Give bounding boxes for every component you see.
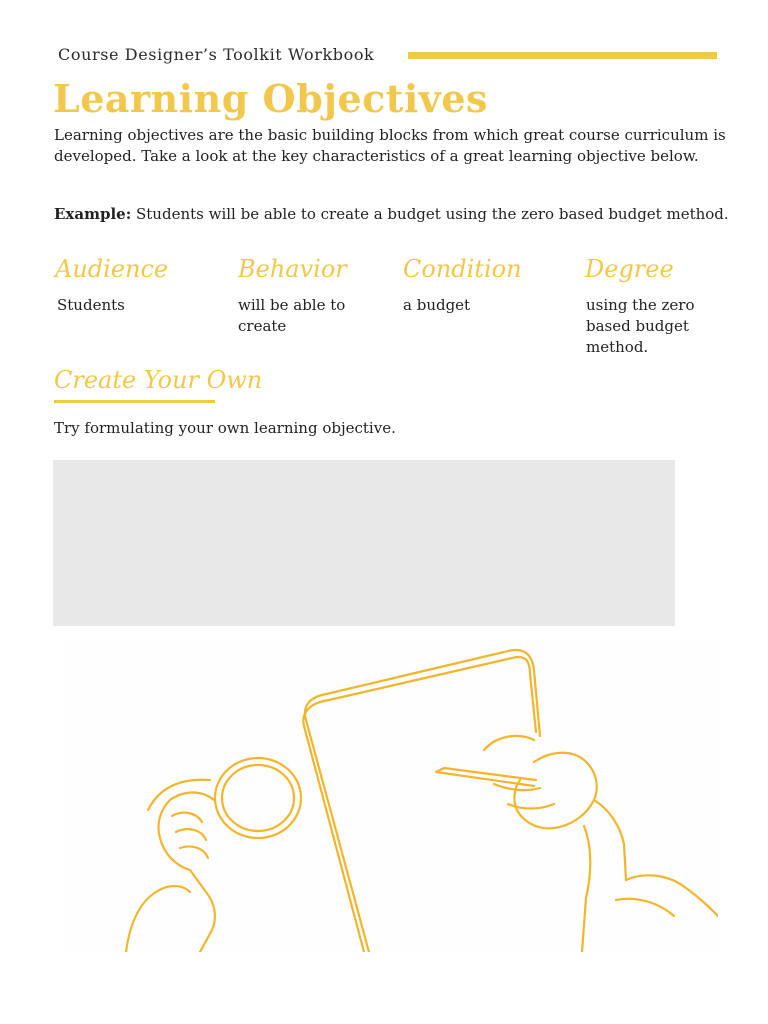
component-text-condition: a budget [403,296,471,314]
component-text-degree: using the zero based budget method. [586,296,695,356]
example-sentence [54,204,744,225]
component-text-behavior: will be able to create [238,296,346,335]
header-accent-rule [408,52,717,59]
example-label: Example: [54,205,132,223]
left-hand [158,793,214,953]
component-heading-audience: Audience [55,255,169,283]
component-heading-degree: Degree [585,255,674,283]
component-heading-behavior: Behavior [238,255,347,283]
hands-notebook-coffee-icon [64,640,718,952]
right-fingers [484,736,554,809]
right-sleeve [616,875,718,916]
right-wrist [582,800,626,952]
page-title: Learning Objectives [53,76,488,121]
create-section-heading: Create Your Own [54,366,263,394]
workbook-label: Course Designer’s Toolkit Workbook [58,45,375,64]
notebook-outline [305,650,540,952]
pencil [436,768,536,786]
objective-answer-field[interactable] [53,460,675,626]
intro-paragraph: Learning objectives are the basic building blocks from which great course curriculum is developed. Take a look at the key characteristics of a great learning objective below. [54,126,726,165]
coffee-cup-inner [222,765,294,831]
component-text-audience: Students [57,296,125,314]
coffee-cup-rim [215,758,301,838]
example-text: Students will be able to create a budget using the zero based budget method. [131,205,729,223]
create-section-underline [54,400,215,403]
create-prompt: Try formulating your own learning objective. [54,419,396,437]
component-heading-condition: Condition [403,255,522,283]
notebook-inner-edge [303,657,536,952]
left-fingers [148,780,210,858]
left-sleeve [126,886,190,952]
